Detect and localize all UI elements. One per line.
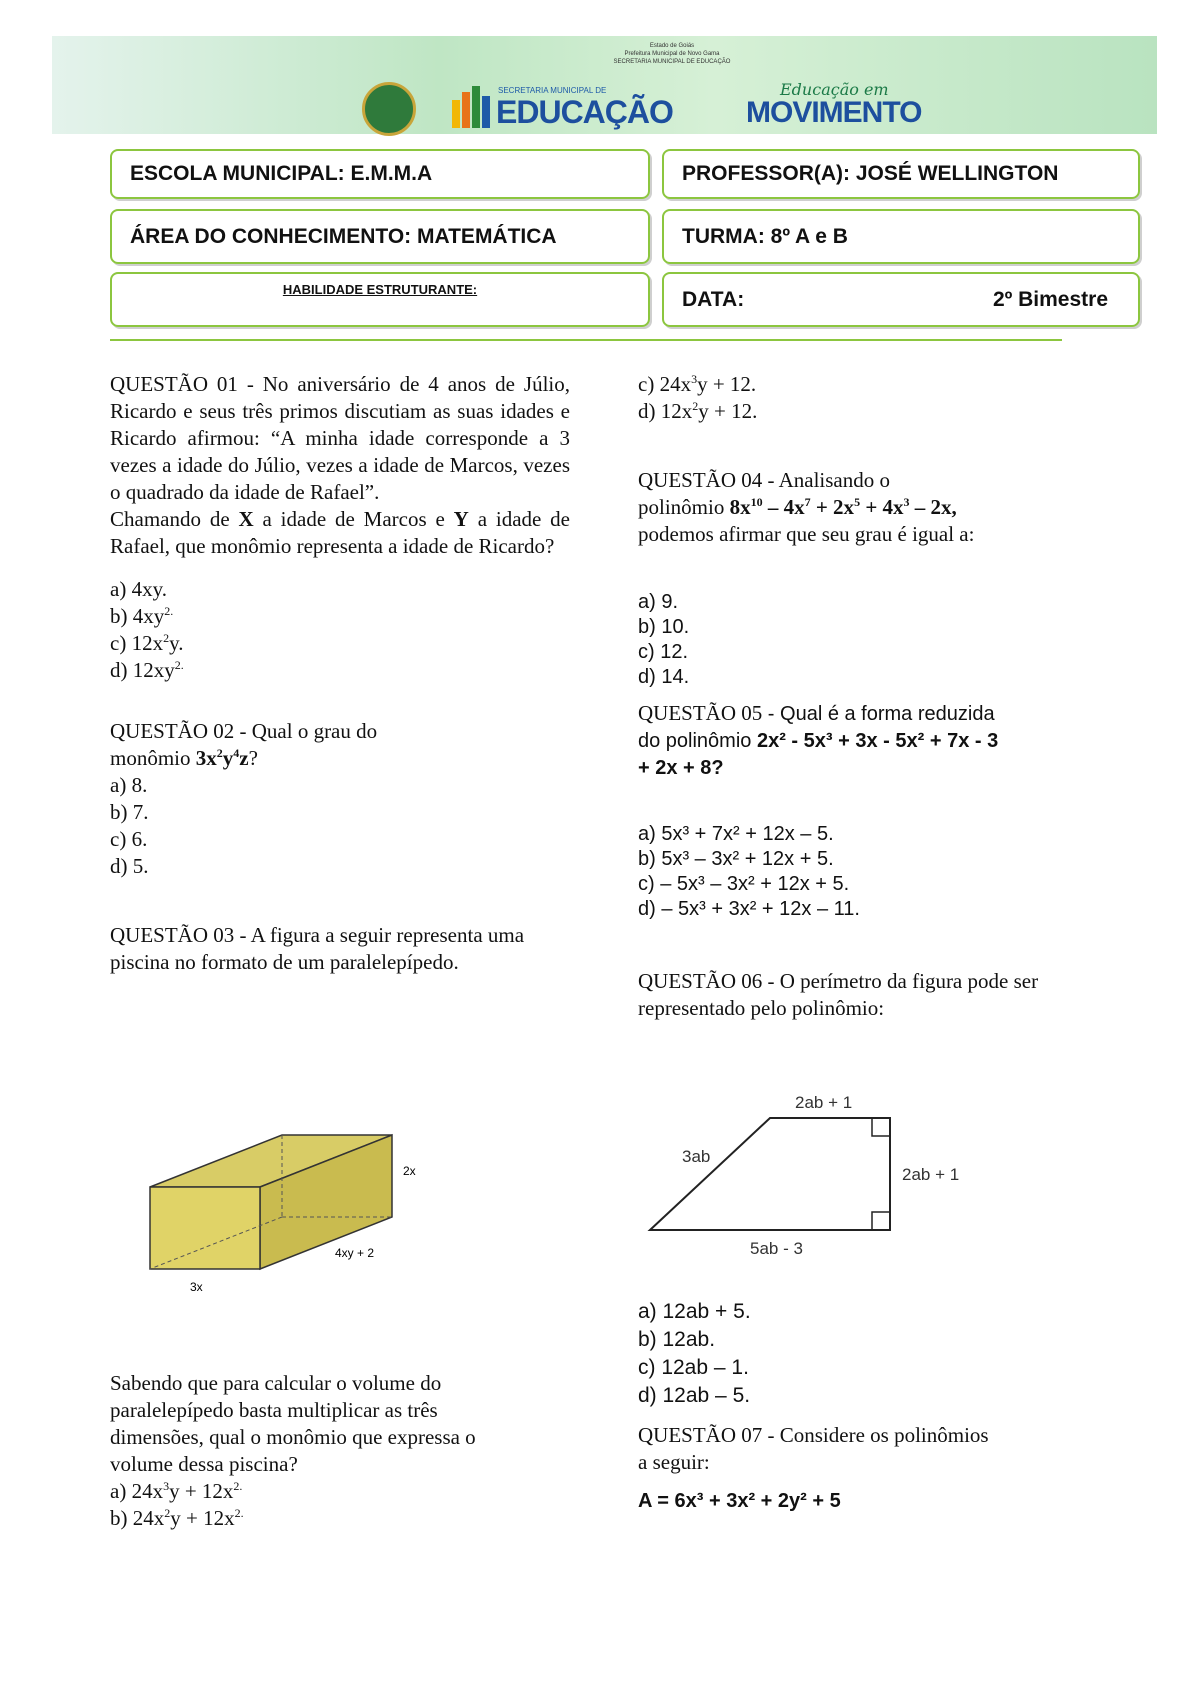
q3-opt-d-mid: y + 12. bbox=[698, 399, 758, 423]
q2-title: QUESTÃO 02 bbox=[110, 719, 235, 743]
banner-line: SECRETARIA MUNICIPAL DE EDUCAÇÃO bbox=[613, 59, 731, 65]
q1-opt-d-text: d) 12xy bbox=[110, 658, 175, 682]
q6-text: - O perímetro da figura pode ser representado pelo polinômio: bbox=[638, 969, 1039, 1020]
q4-exp1: 10 bbox=[750, 495, 763, 509]
q1-option-d bbox=[110, 657, 570, 684]
q5-option-a: a) 5x³ + 7x² + 12x – 5. bbox=[638, 823, 834, 845]
question-01 bbox=[110, 371, 570, 684]
q4-option-c: c) 12. bbox=[638, 641, 689, 663]
q7-text: - Considere os polinômios bbox=[762, 1423, 989, 1447]
trapezoid-right-label: 2ab + 1 bbox=[902, 1165, 960, 1184]
skill-box bbox=[110, 272, 650, 327]
school-box bbox=[110, 149, 650, 199]
question-02 bbox=[110, 718, 570, 880]
q4-text2: polinômio bbox=[638, 495, 730, 519]
q1-statement bbox=[110, 371, 570, 506]
q4-exp4: 3 bbox=[903, 495, 910, 509]
q4-question: podemos afirmar que seu grau é igual a: bbox=[638, 522, 975, 546]
q5-title: QUESTÃO 05 bbox=[638, 701, 763, 725]
q1-text2c: a idade de Rafael, que monômio representa a idade de Ricardo? bbox=[110, 507, 570, 558]
school-name: ESCOLA MUNICIPAL: E.M.M.A bbox=[130, 162, 433, 185]
question-05 bbox=[638, 700, 1098, 922]
trapezoid-figure bbox=[640, 1078, 970, 1258]
program-big-text: MOVIMENTO bbox=[746, 96, 922, 129]
municipal-seal-icon bbox=[362, 82, 416, 136]
date-box bbox=[662, 272, 1140, 327]
left-column bbox=[110, 371, 570, 976]
q1-title: QUESTÃO 01 bbox=[110, 372, 238, 396]
q3-opt-b-mid: y + 12x bbox=[170, 1506, 235, 1530]
area-box bbox=[110, 209, 650, 264]
skill-label: HABILIDADE ESTRUTURANTE: bbox=[282, 282, 478, 297]
pool-figure bbox=[135, 1125, 435, 1305]
q2-monomial bbox=[110, 745, 570, 772]
q1-opt-b-text: b) 4xy bbox=[110, 604, 165, 628]
q2-text: - Qual o grau do bbox=[234, 719, 378, 743]
trapezoid-shape bbox=[650, 1118, 890, 1230]
q1-text2a: Chamando de bbox=[110, 507, 239, 531]
right-angle-bottom-icon bbox=[872, 1212, 890, 1230]
q3-continuation bbox=[110, 1370, 570, 1532]
pool-width-label: 3x bbox=[190, 1280, 203, 1294]
q4-option-d: d) 14. bbox=[638, 666, 690, 688]
q5-option-c: c) – 5x³ – 3x² + 12x + 5. bbox=[638, 873, 850, 895]
date-label: DATA: bbox=[682, 287, 745, 311]
q2-mono-y: y bbox=[222, 746, 234, 770]
q1-var-x: X bbox=[238, 507, 254, 531]
q3-option-b bbox=[110, 1505, 570, 1532]
right-angle-top-icon bbox=[872, 1118, 890, 1136]
q1-opt-c-post: y. bbox=[169, 631, 184, 655]
q2-qmark: ? bbox=[248, 746, 258, 770]
q6-option-d: d) 12ab – 5. bbox=[638, 1384, 751, 1407]
secretaria-small-text: SECRETARIA MUNICIPAL DE bbox=[498, 86, 607, 95]
q2-exp1: 2 bbox=[216, 746, 223, 760]
q4-option-a: a) 9. bbox=[638, 591, 679, 613]
q2-option-a: a) 8. bbox=[110, 773, 148, 797]
q6-option-c: c) 12ab – 1. bbox=[638, 1356, 749, 1379]
banner-state-lines bbox=[572, 42, 772, 66]
banner-line: Prefeitura Municipal de Novo Gama bbox=[624, 51, 720, 57]
q3-opt-d-text: d) 12x bbox=[638, 399, 693, 423]
program-small-text: Educação em bbox=[780, 80, 889, 99]
q4-exp2: 7 bbox=[804, 495, 811, 509]
q4-term5: – 2x, bbox=[909, 495, 957, 519]
q5-statement bbox=[638, 700, 1098, 728]
q2-mono-3x: 3x bbox=[195, 746, 217, 770]
q2-text2: monômio bbox=[110, 746, 196, 770]
q3-opt-c-text: c) 24x bbox=[638, 372, 692, 396]
question-03 bbox=[110, 922, 570, 976]
q7-statement bbox=[638, 1422, 1098, 1449]
q3-opt-b-text: b) 24x bbox=[110, 1506, 165, 1530]
header-divider bbox=[110, 339, 1062, 341]
q3-statement bbox=[110, 922, 570, 976]
q5-option-d: d) – 5x³ + 3x² + 12x – 11. bbox=[638, 898, 860, 920]
q3-option-c bbox=[638, 371, 1098, 398]
q3-opt-a-exp2: 2. bbox=[233, 1479, 243, 1493]
q1-opt-b-exp: 2. bbox=[164, 604, 174, 618]
q1-option-a bbox=[110, 576, 570, 603]
q3-option-a bbox=[110, 1478, 570, 1505]
q6-option-a: a) 12ab + 5. bbox=[638, 1300, 751, 1323]
q3-question: Sabendo que para calcular o volume do paralelepípedo basta multiplicar as três dimensões, qual o monômio que expressa o volume dessa piscina? bbox=[110, 1371, 476, 1476]
q4-exp3: 5 bbox=[854, 495, 861, 509]
q1-opt-d-exp: 2. bbox=[174, 658, 184, 672]
right-column bbox=[638, 371, 1098, 1022]
class-box bbox=[662, 209, 1140, 264]
secretaria-big-text: EDUCAÇÃO bbox=[496, 94, 673, 130]
q3-opt-c-exp: 3 bbox=[691, 372, 698, 386]
q3-opt-a-mid: y + 12x bbox=[169, 1479, 234, 1503]
pool-depth-label: 4xy + 2 bbox=[335, 1246, 375, 1260]
q4-term1: 8x bbox=[729, 495, 751, 519]
q1-text2b: a idade de Marcos e bbox=[253, 507, 454, 531]
q1-var-y: Y bbox=[453, 507, 469, 531]
q3-title: QUESTÃO 03 bbox=[110, 923, 235, 947]
q2-mono-z: z bbox=[239, 746, 249, 770]
q4-term3: + 2x bbox=[810, 495, 855, 519]
q1-opt-c-exp: 2 bbox=[163, 631, 170, 645]
q2-statement bbox=[110, 718, 570, 745]
q4-statement bbox=[638, 467, 1098, 494]
q2-option-d: d) 5. bbox=[110, 854, 149, 878]
trapezoid-bottom-label: 5ab - 3 bbox=[750, 1239, 803, 1258]
q7-text2: a seguir: bbox=[638, 1450, 710, 1474]
q6-option-b: b) 12ab. bbox=[638, 1328, 716, 1351]
q1-option-b bbox=[110, 603, 570, 630]
q7-title: QUESTÃO 07 bbox=[638, 1423, 763, 1447]
q6-statement bbox=[638, 968, 1078, 1022]
q3-opt-a-text: a) 24x bbox=[110, 1479, 164, 1503]
q5-text: - Qual é a forma reduzida bbox=[762, 703, 995, 725]
q4-title: QUESTÃO 04 bbox=[638, 468, 763, 492]
q5-option-b: b) 5x³ – 3x² + 12x + 5. bbox=[638, 848, 834, 870]
q4-option-b: b) 10. bbox=[638, 616, 690, 638]
class-name: TURMA: 8º A e B bbox=[682, 224, 848, 248]
header-banner bbox=[52, 36, 1157, 134]
q3-opt-c-mid: y + 12. bbox=[697, 372, 757, 396]
q3-opt-d-exp: 2 bbox=[692, 399, 699, 413]
bimester-label: 2º Bimestre bbox=[992, 287, 1108, 311]
teacher-name: PROFESSOR(A): JOSÉ WELLINGTON bbox=[682, 162, 1059, 185]
q4-term4: + 4x bbox=[860, 495, 904, 519]
q1-opt-c-text: c) 12x bbox=[110, 631, 164, 655]
pool-front-face bbox=[150, 1187, 260, 1269]
right-column-lower bbox=[638, 1298, 1098, 1515]
teacher-box bbox=[662, 149, 1140, 199]
q5-poly-line1: 2x² - 5x³ + 3x - 5x² + 7x - 3 bbox=[756, 730, 999, 752]
q3-opt-b-exp2: 2. bbox=[234, 1506, 244, 1520]
q2-exp2: 4 bbox=[233, 746, 240, 760]
q1-text: - No aniversário de 4 anos de Júlio, Ricardo e seus três primos discutiam as suas idades e Ricardo afirmou: “A minha idade corresponde a 3 vezes a idade do Júlio, vezes a idade de Marcos, vezes o quadrado da idade de Rafael”. bbox=[110, 372, 570, 504]
q4-text: - Analisando o bbox=[762, 468, 890, 492]
q4-term2: – 4x bbox=[762, 495, 805, 519]
q7-polynomial-a: A = 6x³ + 3x² + 2y² + 5 bbox=[638, 1490, 841, 1512]
knowledge-area: ÁREA DO CONHECIMENTO: MATEMÁTICA bbox=[130, 224, 557, 248]
question-06 bbox=[638, 968, 1098, 1022]
q2-option-b: b) 7. bbox=[110, 800, 149, 824]
trapezoid-top-label: 2ab + 1 bbox=[795, 1093, 853, 1112]
q4-polynomial bbox=[638, 494, 1098, 521]
q1-opt-a-text: a) 4xy. bbox=[110, 577, 167, 601]
pool-height-label: 2x bbox=[403, 1164, 416, 1178]
q1-option-c bbox=[110, 630, 570, 657]
q3-opt-a-exp1: 3 bbox=[163, 1479, 170, 1493]
q5-poly-line2: + 2x + 8? bbox=[638, 757, 724, 779]
q1-question bbox=[110, 506, 570, 560]
bars-logo-icon bbox=[452, 86, 492, 128]
q5-polynomial bbox=[638, 728, 1098, 755]
banner-line: Estado de Goiás bbox=[649, 43, 695, 49]
question-04 bbox=[638, 467, 1098, 690]
q3-option-d bbox=[638, 398, 1098, 425]
q6-title: QUESTÃO 06 bbox=[638, 969, 763, 993]
trapezoid-left-label: 3ab bbox=[682, 1147, 711, 1166]
q2-option-c: c) 6. bbox=[110, 827, 148, 851]
q3-opt-b-exp1: 2 bbox=[164, 1506, 171, 1520]
question-07 bbox=[638, 1422, 1098, 1515]
q5-text2: do polinômio bbox=[638, 730, 757, 752]
q3-text: - A figura a seguir representa uma piscina no formato de um paralelepípedo. bbox=[110, 923, 525, 974]
